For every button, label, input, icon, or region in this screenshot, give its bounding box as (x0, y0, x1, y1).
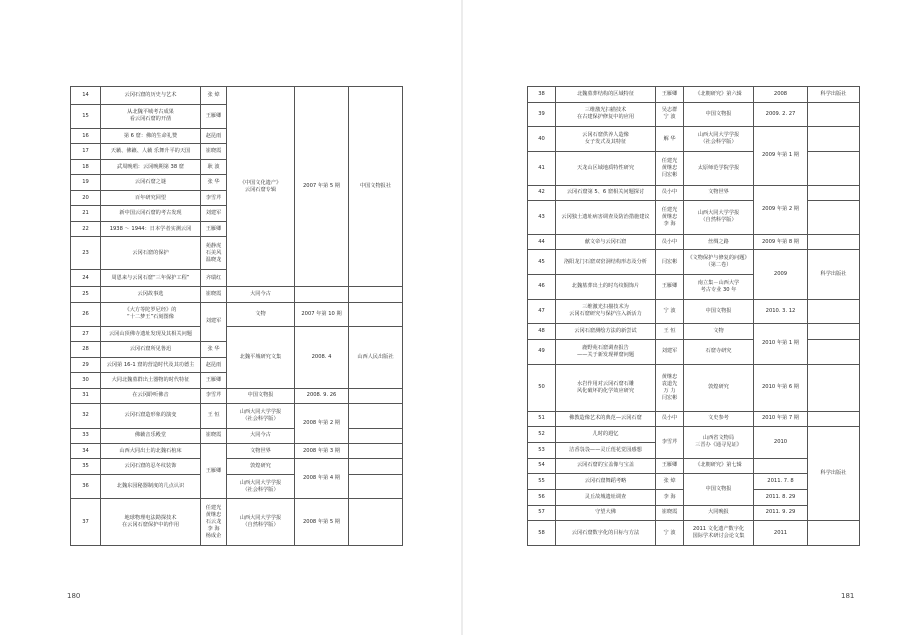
issue-date: 2007 年第 5 期 (295, 87, 349, 287)
bibliography-table-right (527, 86, 860, 546)
table-row (528, 201, 860, 235)
publisher: 科学出版社 (808, 250, 860, 299)
publication: 石窟寺研究 (684, 339, 754, 364)
row-number: 36 (71, 474, 101, 498)
article-title: 洛阳龙门石窟双窑洞结构形态及分析 (556, 250, 656, 275)
table-row (71, 459, 403, 474)
row-number: 37 (71, 499, 101, 546)
publication: 山西大同大学学报 （社会科学版） (684, 127, 754, 152)
page-number: 180 (67, 592, 81, 600)
article-title: 洁香袅袅——灵丘莲花觉园感想 (556, 442, 656, 458)
publication: 2011 文化遗产数字化 国际学术研讨会论文集 (684, 521, 754, 546)
publisher: 山西人民出版社 (349, 326, 403, 388)
author: 刘建军 (201, 302, 227, 342)
article-title: 百年研究回望 (101, 190, 201, 205)
article-title: 云冈石窟之谜 (101, 175, 201, 190)
author: 李雪芹 (656, 427, 684, 458)
row-number: 41 (528, 151, 556, 185)
row-number: 15 (71, 104, 101, 128)
author: 王雁卿 (201, 104, 227, 128)
article-title: 守望大佛 (556, 505, 656, 521)
publication: 大同今古 (227, 287, 295, 302)
author: 刘建军 (201, 206, 227, 221)
table-row (71, 302, 403, 326)
row-number: 18 (71, 159, 101, 174)
issue-date: 2010 (754, 427, 808, 458)
row-number: 40 (528, 127, 556, 152)
article-title: 云冈山顶佛寺遗址发现及其相关问题 (101, 326, 201, 341)
page-number: 181 (841, 592, 855, 600)
row-number: 17 (71, 144, 101, 159)
table-row (528, 151, 860, 185)
table-row (528, 299, 860, 324)
author: 刘建军 (656, 339, 684, 364)
publisher: 科学出版社 (808, 87, 860, 103)
row-number: 55 (528, 474, 556, 490)
author: 宁 波 (656, 299, 684, 324)
issue-date: 2008. 9. 26 (295, 388, 349, 403)
table-row (528, 427, 860, 443)
row-number: 47 (528, 299, 556, 324)
publication: 山西大同大学学报 （社会科学版） (227, 474, 295, 498)
table-row (71, 388, 403, 403)
article-title: 云冈石窟测绘方法的新尝试 (556, 324, 656, 340)
table-row (528, 87, 860, 103)
article-title: 三维激光扫描技术为 云冈石窟研究与保护注入新活力 (556, 299, 656, 324)
author: 张 焯 (201, 87, 227, 105)
author: 齐瑞红 (201, 270, 227, 287)
article-title: 水岩作用对云冈石窟石雕 风化破坏的化学效应研究 (556, 364, 656, 411)
article-title: 云冈独土遗址病害调查及防治措施建议 (556, 201, 656, 235)
table-row (71, 326, 403, 341)
publication: 大同今古 (227, 428, 295, 443)
author: 崔晓霞 (201, 144, 227, 159)
row-number: 35 (71, 459, 101, 474)
table-row (71, 499, 403, 546)
row-number: 29 (71, 357, 101, 372)
publication: 文史参考 (684, 411, 754, 427)
row-number: 21 (71, 206, 101, 221)
row-number: 19 (71, 175, 101, 190)
issue-date: 2008 年第 5 期 (295, 499, 349, 546)
issue-date: 2009 年第 2 期 (754, 185, 808, 234)
publication: 南立集－山西大学 考古专业 30 年 (684, 275, 754, 300)
table-row (528, 324, 860, 340)
publication: 文物 (227, 302, 295, 326)
publication: 文物世界 (684, 185, 754, 201)
article-title: 天龙山区域地质特性研究 (556, 151, 656, 185)
author: 王雁卿 (201, 221, 227, 236)
article-title: 第 6 窟：佛的生命礼赞 (101, 129, 201, 144)
author: 王雁卿 (201, 373, 227, 388)
row-number: 52 (528, 427, 556, 443)
issue-date: 2009. 2. 27 (754, 102, 808, 127)
author: 任建光 黄继忠 闫宏彬 (656, 151, 684, 185)
issue-date: 2008 年第 4 期 (295, 459, 349, 499)
row-number: 33 (71, 428, 101, 443)
table-row (528, 364, 860, 411)
article-title: 云冈石窟造形象的演变 (101, 404, 201, 428)
article-title: 新中国云冈石窟的考古发现 (101, 206, 201, 221)
author: 张 华 (201, 342, 227, 357)
author: 崔晓霞 (201, 287, 227, 302)
article-title: 武周晚唱：云冈晚期第 38 窟 (101, 159, 201, 174)
row-number: 31 (71, 388, 101, 403)
table-row (528, 127, 860, 152)
author: 张 华 (201, 175, 227, 190)
issue-date: 2010 年第 6 期 (754, 364, 808, 411)
article-title: 周恩来与云冈石窟“三年保护工程” (101, 270, 201, 287)
row-number: 51 (528, 411, 556, 427)
article-title: 云冈故事选 (101, 287, 201, 302)
author: 员小中 (656, 411, 684, 427)
publication: 山西大同大学学报 （自然科学版） (227, 499, 295, 546)
article-title: 山西大同出土的北魏石棺床 (101, 443, 201, 458)
publication: 文物 (684, 324, 754, 340)
article-title: 云冈石窟数字化的目标与方法 (556, 521, 656, 546)
publication: 文物世界 (227, 443, 295, 458)
author: 崔晓霞 (201, 428, 227, 443)
article-title: 云冈石窟的历史与艺术 (101, 87, 201, 105)
issue-date: 2011 (754, 521, 808, 546)
article-title: 云冈第 16-1 窟的营造时代及其功德主 (101, 357, 201, 372)
table-row (528, 411, 860, 427)
row-number: 48 (528, 324, 556, 340)
row-number: 38 (528, 87, 556, 103)
table-row (71, 474, 403, 498)
author: 李雪芹 (201, 388, 227, 403)
issue-date: 2009 年第 1 期 (754, 127, 808, 185)
author: 王雁卿 (656, 87, 684, 103)
publication: 北魏平城研究文集 (227, 326, 295, 388)
table-row (71, 404, 403, 428)
publication: 山西大同大学学报 （自然科学版） (684, 201, 754, 235)
row-number: 22 (71, 221, 101, 236)
article-title: 云冈石窟的忍冬纹装饰 (101, 459, 201, 474)
publication: 《北朝研究》第六辑 (684, 87, 754, 103)
table-row (528, 102, 860, 127)
publication: 中国文物报 (684, 299, 754, 324)
author: 王雁卿 (656, 458, 684, 474)
row-number: 14 (71, 87, 101, 105)
publication: 敦煌研究 (227, 459, 295, 474)
article-title: 大同北魏墓群出土器物的时代特征 (101, 373, 201, 388)
issue-date: 2007 年第 10 期 (295, 302, 349, 326)
row-number: 58 (528, 521, 556, 546)
article-title: 北魏墓葬结构的区域特征 (556, 87, 656, 103)
row-number: 42 (528, 185, 556, 201)
row-number: 23 (71, 237, 101, 270)
table-row (528, 521, 860, 546)
row-number: 39 (528, 102, 556, 127)
table-row (71, 428, 403, 443)
table-row (528, 250, 860, 275)
author: 苑静虎 石美风 温晓龙 (201, 237, 227, 270)
author: 王 恒 (201, 404, 227, 428)
author: 任建光 黄继忠 李 海 (656, 201, 684, 235)
row-number: 53 (528, 442, 556, 458)
table-row (71, 443, 403, 458)
author: 李 海 (656, 489, 684, 505)
issue-date: 2011. 7. 8 (754, 474, 808, 490)
row-number: 20 (71, 190, 101, 205)
table-row (528, 234, 860, 250)
article-title: 地球物理电法勘探技术 在云冈石窟保护中的作用 (101, 499, 201, 546)
row-number: 26 (71, 302, 101, 326)
article-title: 灵丘故城遗址调查 (556, 489, 656, 505)
author: 任建光 黄继忠 石云龙 李 海 杨成企 (201, 499, 227, 546)
row-number: 45 (528, 250, 556, 275)
right-page (462, 0, 924, 635)
article-title: 北魏东园秘器制度的几点认识 (101, 474, 201, 498)
article-title: 1938 ～ 1944：日本学者实测云冈 (101, 221, 201, 236)
author: 李雪芹 (201, 190, 227, 205)
row-number: 16 (71, 129, 101, 144)
article-title: 云冈石窟所见鲁迅 (101, 342, 201, 357)
publication: 太原师范学院学报 (684, 151, 754, 185)
author: 王雁卿 (656, 275, 684, 300)
publisher: 中国文物报社 (349, 87, 403, 287)
issue-date: 2008 (754, 87, 808, 103)
row-number: 24 (71, 270, 101, 287)
row-number: 57 (528, 505, 556, 521)
author: 赵昆雨 (201, 129, 227, 144)
issue-date: 2008. 4 (295, 326, 349, 388)
author: 解 华 (656, 127, 684, 152)
row-number: 28 (71, 342, 101, 357)
author: 宁 波 (656, 521, 684, 546)
author: 王雁卿 (201, 443, 227, 498)
author: 黄继忠 袁道先 万 力 闫宏彬 (656, 364, 684, 411)
row-number: 34 (71, 443, 101, 458)
row-number: 44 (528, 234, 556, 250)
publication: 山西大同大学学报 （社会科学版） (227, 404, 295, 428)
article-title: 云冈石窟的宝盖像与宝盖 (556, 458, 656, 474)
row-number: 49 (528, 339, 556, 364)
table-row (528, 185, 860, 201)
article-title: 鹿野苑石窟调查报告 ——关于新发现禅窟问题 (556, 339, 656, 364)
author: 耿 波 (201, 159, 227, 174)
publication: 《北朝研究》第七辑 (684, 458, 754, 474)
publication: 中国文物报 (684, 102, 754, 127)
author: 吴志群 宁 波 (656, 102, 684, 127)
author: 员小中 (656, 234, 684, 250)
issue-date: 2011. 9. 29 (754, 505, 808, 521)
issue-date: 2011. 8. 29 (754, 489, 808, 505)
article-title: 天籁、佛籁、人籁 乐舞升平的天国 (101, 144, 201, 159)
publication: 《文物保护与修复的问题》（第二卷） (684, 250, 754, 275)
issue-date: 2009 (754, 250, 808, 299)
author: 王 恒 (656, 324, 684, 340)
article-title: 从北魏平城考古成果 看云冈石窟的开凿 (101, 104, 201, 128)
row-number: 32 (71, 404, 101, 428)
publication: 《中国文化遗产》 云冈石窟专辑 (227, 87, 295, 287)
publication: 中国文物报 (227, 388, 295, 403)
publication: 中国文物报 (684, 474, 754, 505)
publication: 敦煌研究 (684, 364, 754, 411)
table-row (71, 87, 403, 105)
issue-date: 2010. 3. 12 (754, 299, 808, 324)
issue-date: 2009 年第 8 期 (754, 234, 808, 250)
article-title: 云冈石窟的保护 (101, 237, 201, 270)
row-number: 30 (71, 373, 101, 388)
article-title: 在云冈聆听佛音 (101, 388, 201, 403)
row-number: 43 (528, 201, 556, 235)
row-number: 50 (528, 364, 556, 411)
row-number: 25 (71, 287, 101, 302)
issue-date: 2008 年第 2 期 (295, 404, 349, 444)
article-title: 献文帝与云冈石窟 (556, 234, 656, 250)
author: 闫宏彬 (656, 250, 684, 275)
author: 崔晓霞 (656, 505, 684, 521)
author: 张 焯 (656, 474, 684, 490)
author: 赵昆雨 (201, 357, 227, 372)
article-title: 佛教造像艺术的典范—云冈石窟 (556, 411, 656, 427)
article-title: 云冈石窟舞蹈考略 (556, 474, 656, 490)
author: 员小中 (656, 185, 684, 201)
bibliography-table-left (70, 86, 403, 546)
article-title: 云冈石窟供养人造像 女子发式及其特征 (556, 127, 656, 152)
row-number: 56 (528, 489, 556, 505)
publication: 山西省文物局 三晋办《通寻见证》 (684, 427, 754, 458)
article-title: 云冈石窟第 5、6 窟相关问题探讨 (556, 185, 656, 201)
article-title: 三维激光扫描技术 在古建保护修复中的应用 (556, 102, 656, 127)
publication: 大同晚报 (684, 505, 754, 521)
issue-date: 2010 年第 7 期 (754, 411, 808, 427)
publication: 丝绸之路 (684, 234, 754, 250)
article-title: 佛籁音乐殿堂 (101, 428, 201, 443)
publisher: 科学出版社 (808, 427, 860, 521)
issue-date: 2010 年第 1 期 (754, 324, 808, 364)
row-number: 54 (528, 458, 556, 474)
issue-date: 2008 年第 3 期 (295, 443, 349, 458)
article-title: 《大方等陀罗尼经》的 “十二梦王”石刻图像 (101, 302, 201, 326)
table-row (71, 287, 403, 302)
article-title: 北魏墓葬出土的时鸟纹铜饰片 (556, 275, 656, 300)
article-title: 儿时的遐忆 (556, 427, 656, 443)
row-number: 46 (528, 275, 556, 300)
table-row (528, 339, 860, 364)
row-number: 27 (71, 326, 101, 341)
